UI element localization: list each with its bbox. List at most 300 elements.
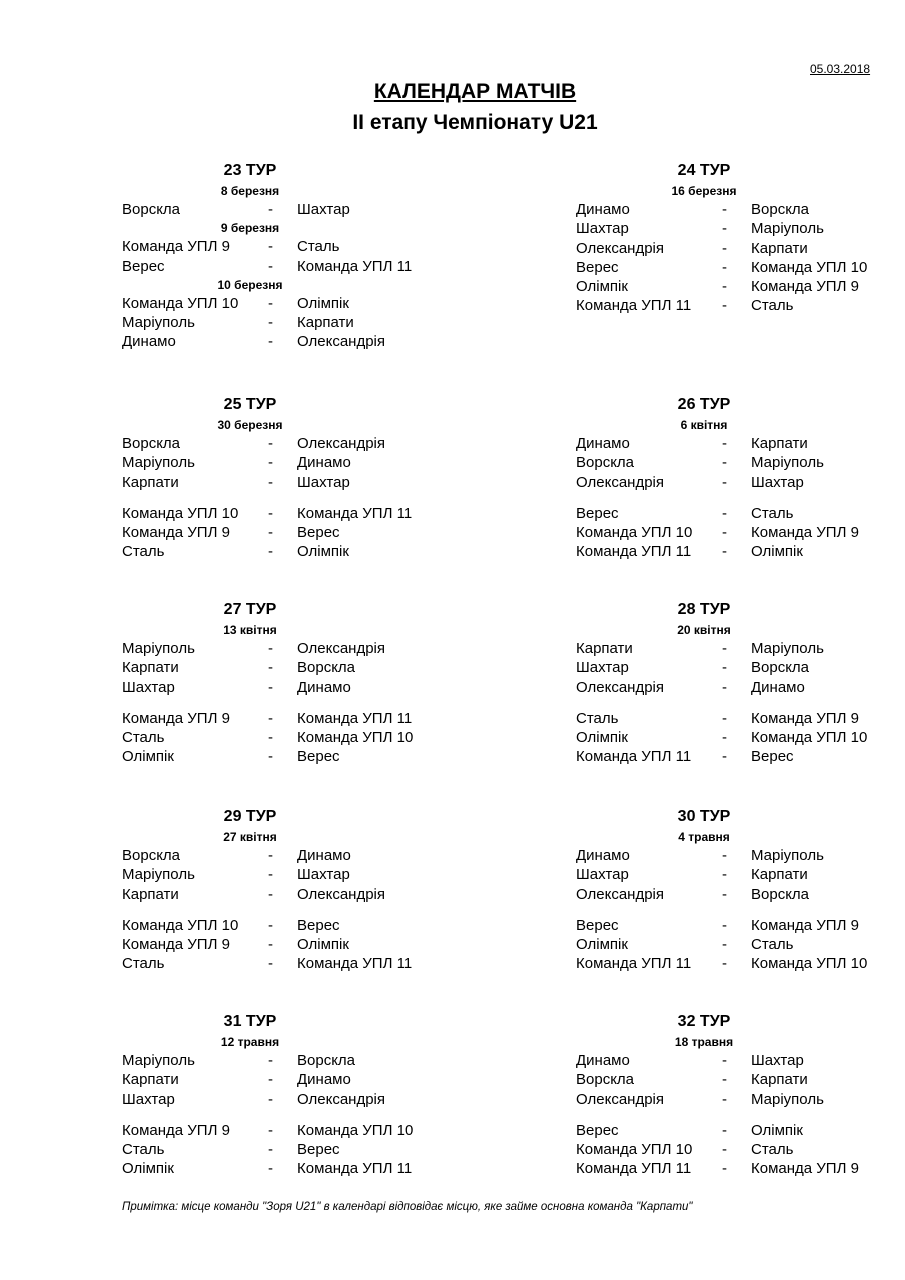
away-team: Карпати	[751, 435, 808, 452]
match-separator: -	[722, 1052, 727, 1069]
home-team: Шахтар	[576, 220, 629, 238]
away-team: Маріуполь	[751, 1090, 824, 1108]
page-title: КАЛЕНДАР МАТЧІВ	[373, 80, 577, 103]
match-row	[122, 639, 422, 658]
match-separator: -	[722, 748, 727, 766]
away-team: Сталь	[751, 936, 794, 954]
match-row	[122, 678, 422, 697]
match-separator: -	[722, 454, 727, 472]
home-team: Шахтар	[576, 866, 629, 884]
home-team: Динамо	[576, 201, 630, 218]
match-separator: -	[268, 1052, 273, 1069]
away-team: Верес	[297, 524, 340, 542]
home-team: Шахтар	[122, 678, 175, 696]
away-team: Шахтар	[297, 201, 350, 218]
home-team: Динамо	[122, 333, 176, 351]
match-separator: -	[268, 729, 273, 747]
match-date	[122, 621, 422, 639]
home-team: Команда УПЛ 11	[576, 543, 692, 561]
match-separator: -	[722, 258, 727, 276]
match-row	[576, 658, 876, 677]
match-separator: -	[268, 314, 273, 332]
block-spacer	[576, 697, 876, 709]
match-separator: -	[722, 729, 727, 747]
match-date	[122, 276, 422, 294]
tour-title	[576, 1011, 876, 1033]
match-row	[122, 332, 422, 351]
away-team: Сталь	[751, 297, 794, 315]
match-separator: -	[722, 866, 727, 884]
home-team: Маріуполь	[122, 314, 195, 332]
home-team: Маріуполь	[122, 640, 195, 657]
tour-title	[576, 160, 876, 182]
match-row	[576, 846, 876, 865]
match-row	[122, 885, 422, 904]
match-separator: -	[268, 916, 273, 934]
match-separator: -	[268, 678, 273, 696]
match-row	[122, 434, 422, 453]
away-team: Ворскла	[751, 885, 810, 903]
match-date	[576, 1033, 876, 1051]
away-team: Команда УПЛ 9	[751, 1160, 859, 1178]
match-separator: -	[268, 955, 273, 973]
home-team: Карпати	[122, 1071, 179, 1089]
match-separator: -	[268, 333, 273, 351]
home-team: Верес	[576, 1121, 619, 1139]
match-row	[576, 239, 876, 258]
match-row	[576, 473, 876, 492]
tour-29	[122, 806, 422, 974]
home-team: Динамо	[576, 847, 630, 864]
match-separator: -	[722, 1071, 727, 1089]
block-spacer	[576, 1109, 876, 1121]
match-row	[576, 277, 876, 296]
match-row	[122, 865, 422, 884]
home-team: Олімпік	[576, 278, 628, 296]
match-date-text: 18 травня	[674, 1035, 734, 1049]
match-row	[576, 434, 876, 453]
away-team: Маріуполь	[751, 847, 824, 864]
away-team: Маріуполь	[751, 640, 824, 657]
match-row	[122, 473, 422, 492]
away-team: Команда УПЛ 10	[751, 955, 868, 973]
away-team: Олімпік	[751, 1121, 803, 1139]
home-team: Олександрія	[576, 885, 665, 903]
tour-25	[122, 394, 422, 562]
match-separator: -	[268, 454, 273, 472]
tour-title	[122, 806, 422, 828]
match-row	[122, 523, 422, 542]
home-team: Карпати	[122, 473, 179, 491]
match-row	[576, 885, 876, 904]
match-row	[122, 542, 422, 561]
match-row	[576, 219, 876, 238]
match-row	[576, 954, 876, 973]
match-separator: -	[722, 1090, 727, 1108]
tour-title	[122, 1011, 422, 1033]
home-team: Карпати	[122, 659, 179, 677]
away-team: Команда УПЛ 10	[751, 258, 868, 276]
match-row	[576, 639, 876, 658]
home-team: Ворскла	[122, 201, 181, 218]
match-row	[576, 728, 876, 747]
tour-32	[576, 1011, 876, 1179]
match-separator: -	[722, 435, 727, 452]
match-separator: -	[268, 294, 273, 312]
match-date-text: 8 березня	[220, 184, 280, 198]
match-date-text: 16 березня	[671, 184, 737, 198]
away-team: Олександрія	[297, 1090, 386, 1108]
match-separator: -	[722, 473, 727, 491]
home-team: Команда УПЛ 10	[122, 504, 239, 522]
match-row	[122, 453, 422, 472]
home-team: Олександрія	[576, 1090, 665, 1108]
tour-23	[122, 160, 422, 352]
home-team: Сталь	[122, 543, 165, 561]
away-team: Команда УПЛ 9	[751, 709, 859, 727]
tour-title-text: 28 ТУР	[677, 601, 731, 618]
home-team: Команда УПЛ 11	[576, 748, 692, 766]
tour-title	[576, 599, 876, 621]
home-team: Олександрія	[576, 473, 665, 491]
home-team: Команда УПЛ 10	[122, 916, 239, 934]
tour-title-text: 32 ТУР	[677, 1013, 731, 1030]
match-row	[122, 504, 422, 523]
match-row	[576, 747, 876, 766]
away-team: Динамо	[297, 1071, 351, 1089]
match-row	[576, 678, 876, 697]
match-row	[122, 200, 422, 219]
home-team: Команда УПЛ 9	[122, 524, 230, 542]
match-row	[576, 258, 876, 277]
match-date-text: 27 квітня	[223, 830, 277, 844]
match-row	[576, 200, 876, 219]
match-separator: -	[722, 678, 727, 696]
home-team: Команда УПЛ 11	[576, 297, 692, 315]
away-team: Команда УПЛ 11	[297, 709, 413, 727]
home-team: Команда УПЛ 9	[122, 709, 230, 727]
away-team: Команда УПЛ 10	[297, 1121, 414, 1139]
tour-title	[122, 599, 422, 621]
home-team: Динамо	[576, 1052, 630, 1069]
match-row	[122, 747, 422, 766]
match-row	[576, 504, 876, 523]
block-spacer	[122, 1109, 422, 1121]
away-team: Динамо	[297, 454, 351, 472]
match-row	[576, 935, 876, 954]
tour-27	[122, 599, 422, 767]
home-team: Верес	[122, 257, 165, 275]
match-row	[576, 1051, 876, 1070]
home-team: Верес	[576, 258, 619, 276]
away-team: Карпати	[751, 239, 808, 257]
away-team: Олімпік	[297, 294, 349, 312]
home-team: Маріуполь	[122, 1052, 195, 1069]
away-team: Верес	[751, 748, 794, 766]
away-team: Команда УПЛ 11	[297, 257, 413, 275]
tour-title-text: 31 ТУР	[223, 1013, 277, 1030]
away-team: Сталь	[751, 504, 794, 522]
block-spacer	[122, 697, 422, 709]
match-date-text: 13 квітня	[223, 623, 277, 637]
match-date	[576, 416, 876, 434]
away-team: Динамо	[297, 678, 351, 696]
page-subtitle: ІІ етапу Чемпіонату U21	[352, 111, 598, 134]
away-team: Ворскла	[751, 201, 810, 218]
home-team: Олімпік	[122, 748, 174, 766]
match-row	[122, 1140, 422, 1159]
home-team: Карпати	[122, 885, 179, 903]
tour-title	[576, 806, 876, 828]
home-team: Олімпік	[122, 1160, 174, 1178]
match-row	[122, 313, 422, 332]
tour-title	[122, 160, 422, 182]
match-row	[576, 1121, 876, 1140]
match-separator: -	[268, 473, 273, 491]
home-team: Команда УПЛ 9	[122, 936, 230, 954]
match-separator: -	[268, 659, 273, 677]
away-team: Верес	[297, 916, 340, 934]
match-separator: -	[268, 748, 273, 766]
match-separator: -	[268, 1160, 273, 1178]
match-row	[122, 709, 422, 728]
home-team: Сталь	[122, 729, 165, 747]
match-separator: -	[268, 1141, 273, 1159]
home-team: Команда УПЛ 10	[122, 294, 239, 312]
tour-26	[576, 394, 876, 562]
match-row	[576, 296, 876, 315]
match-separator: -	[722, 936, 727, 954]
match-row	[122, 935, 422, 954]
away-team: Команда УПЛ 9	[751, 278, 859, 296]
match-separator: -	[722, 278, 727, 296]
match-row	[576, 1090, 876, 1109]
match-separator: -	[722, 524, 727, 542]
away-team: Олександрія	[297, 333, 386, 351]
home-team: Олімпік	[576, 936, 628, 954]
home-team: Ворскла	[576, 1071, 635, 1089]
away-team: Карпати	[751, 866, 808, 884]
away-team: Олімпік	[751, 543, 803, 561]
match-row	[576, 916, 876, 935]
match-separator: -	[268, 257, 273, 275]
match-row	[122, 658, 422, 677]
match-separator: -	[268, 640, 273, 657]
match-separator: -	[268, 1121, 273, 1139]
away-team: Шахтар	[751, 1052, 804, 1069]
match-row	[576, 709, 876, 728]
match-date	[122, 416, 422, 434]
match-separator: -	[722, 504, 727, 522]
away-team: Команда УПЛ 9	[751, 916, 859, 934]
match-row	[576, 1159, 876, 1178]
match-date-text: 6 квітня	[680, 418, 728, 432]
match-row	[122, 846, 422, 865]
home-team: Верес	[576, 504, 619, 522]
home-team: Команда УПЛ 10	[576, 1141, 693, 1159]
away-team: Шахтар	[297, 866, 350, 884]
home-team: Команда УПЛ 9	[122, 1121, 230, 1139]
tour-title-text: 26 ТУР	[677, 396, 731, 413]
away-team: Команда УПЛ 11	[297, 504, 413, 522]
away-team: Команда УПЛ 9	[751, 524, 859, 542]
match-separator: -	[268, 543, 273, 561]
tour-title-text: 27 ТУР	[223, 601, 277, 618]
tour-title-text: 24 ТУР	[677, 162, 731, 179]
away-team: Олександрія	[297, 885, 386, 903]
away-team: Верес	[297, 1141, 340, 1159]
match-date	[122, 219, 422, 237]
tour-24	[576, 160, 876, 316]
away-team: Ворскла	[297, 659, 356, 677]
home-team: Сталь	[122, 955, 165, 973]
home-team: Команда УПЛ 10	[576, 524, 693, 542]
match-row	[576, 542, 876, 561]
home-team: Олімпік	[576, 729, 628, 747]
match-date-text: 20 квітня	[677, 623, 731, 637]
match-row	[576, 1070, 876, 1089]
block-spacer	[576, 904, 876, 916]
match-separator: -	[268, 435, 273, 452]
away-team: Команда УПЛ 10	[297, 729, 414, 747]
match-row	[122, 1051, 422, 1070]
match-date	[122, 828, 422, 846]
away-team: Динамо	[751, 678, 805, 696]
match-row	[122, 1121, 422, 1140]
match-row	[122, 257, 422, 276]
match-row	[122, 237, 422, 256]
match-separator: -	[268, 238, 273, 256]
away-team: Команда УПЛ 10	[751, 729, 868, 747]
home-team: Сталь	[122, 1141, 165, 1159]
tour-30	[576, 806, 876, 974]
away-team: Маріуполь	[751, 220, 824, 238]
match-separator: -	[722, 201, 727, 218]
match-date	[122, 182, 422, 200]
match-separator: -	[268, 1090, 273, 1108]
match-separator: -	[268, 504, 273, 522]
home-team: Шахтар	[576, 659, 629, 677]
away-team: Карпати	[297, 314, 354, 332]
match-row	[122, 728, 422, 747]
away-team: Олександрія	[297, 640, 386, 657]
match-separator: -	[722, 709, 727, 727]
away-team: Сталь	[297, 238, 340, 256]
match-date	[576, 621, 876, 639]
away-team: Олімпік	[297, 543, 349, 561]
match-row	[576, 1140, 876, 1159]
match-separator: -	[722, 239, 727, 257]
match-separator: -	[268, 885, 273, 903]
match-row	[576, 453, 876, 472]
match-separator: -	[268, 201, 273, 218]
tour-title	[576, 394, 876, 416]
match-separator: -	[722, 1121, 727, 1139]
block-spacer	[576, 492, 876, 504]
match-separator: -	[268, 524, 273, 542]
match-date	[576, 828, 876, 846]
away-team: Команда УПЛ 11	[297, 955, 413, 973]
match-date	[122, 1033, 422, 1051]
home-team: Сталь	[576, 709, 619, 727]
away-team: Команда УПЛ 11	[297, 1160, 413, 1178]
match-separator: -	[722, 847, 727, 864]
match-row	[122, 1159, 422, 1178]
match-separator: -	[722, 1160, 727, 1178]
match-separator: -	[268, 866, 273, 884]
match-separator: -	[722, 955, 727, 973]
match-date-text: 9 березня	[220, 221, 280, 236]
tour-31	[122, 1011, 422, 1179]
home-team: Ворскла	[576, 454, 635, 472]
away-team: Верес	[297, 748, 340, 766]
block-spacer	[122, 904, 422, 916]
match-row	[576, 523, 876, 542]
away-team: Олександрія	[297, 435, 386, 452]
match-separator: -	[268, 847, 273, 864]
tour-title	[122, 394, 422, 416]
away-team: Карпати	[751, 1071, 808, 1089]
match-date-text: 4 травня	[678, 830, 730, 844]
match-row	[122, 294, 422, 313]
home-team: Верес	[576, 916, 619, 934]
document-date: 05.03.2018	[810, 62, 871, 76]
match-row	[122, 954, 422, 973]
match-date-text: 10 березня	[217, 277, 283, 292]
away-team: Динамо	[297, 847, 351, 864]
home-team: Маріуполь	[122, 454, 195, 472]
tour-title-text: 25 ТУР	[223, 396, 277, 413]
home-team: Маріуполь	[122, 866, 195, 884]
home-team: Ворскла	[122, 435, 181, 452]
match-date-text: 12 травня	[220, 1035, 280, 1049]
away-team: Ворскла	[751, 659, 810, 677]
home-team: Карпати	[576, 640, 633, 657]
away-team: Олімпік	[297, 936, 349, 954]
match-date	[576, 182, 876, 200]
match-separator: -	[268, 709, 273, 727]
match-separator: -	[722, 640, 727, 657]
tour-28	[576, 599, 876, 767]
away-team: Маріуполь	[751, 454, 824, 472]
home-team: Ворскла	[122, 847, 181, 864]
home-team: Олександрія	[576, 239, 665, 257]
home-team: Команда УПЛ 11	[576, 1160, 692, 1178]
home-team: Команда УПЛ 11	[576, 955, 692, 973]
match-separator: -	[268, 1071, 273, 1089]
tour-title-text: 23 ТУР	[223, 162, 277, 179]
match-separator: -	[722, 297, 727, 315]
match-separator: -	[722, 543, 727, 561]
match-separator: -	[722, 1141, 727, 1159]
match-date-text: 30 березня	[217, 418, 283, 432]
match-separator: -	[268, 936, 273, 954]
away-team: Сталь	[751, 1141, 794, 1159]
away-team: Ворскла	[297, 1052, 356, 1069]
home-team: Олександрія	[576, 678, 665, 696]
match-row	[576, 865, 876, 884]
match-separator: -	[722, 916, 727, 934]
footnote: Примітка: місце команди "Зоря U21" в календарі відповідає місцю, яке займе основна команда "Карпати"	[122, 1201, 693, 1213]
home-team: Динамо	[576, 435, 630, 452]
home-team: Шахтар	[122, 1090, 175, 1108]
match-row	[122, 1070, 422, 1089]
away-team: Шахтар	[751, 473, 804, 491]
match-separator: -	[722, 659, 727, 677]
match-separator: -	[722, 885, 727, 903]
block-spacer	[122, 492, 422, 504]
match-row	[122, 1090, 422, 1109]
